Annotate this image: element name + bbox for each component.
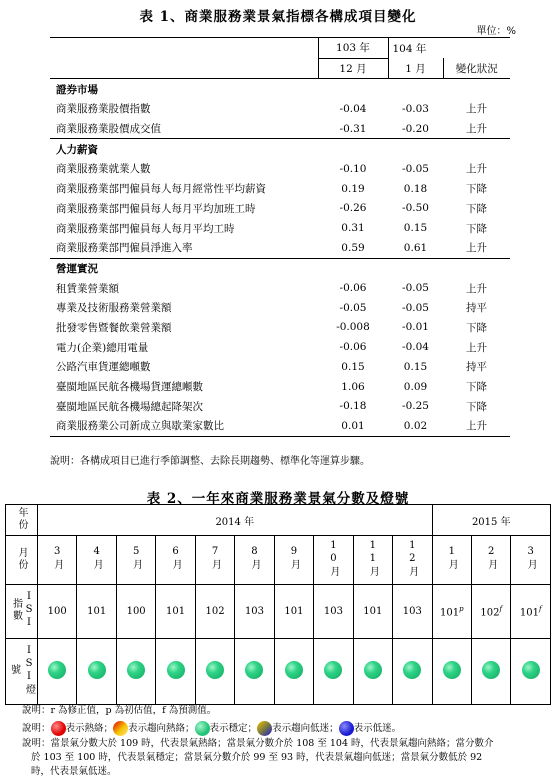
row-label: 商業服務業股價指數 — [56, 103, 151, 116]
month-text: 6月 — [170, 546, 182, 571]
isi-score — [511, 585, 551, 639]
score-value: 103 — [244, 606, 265, 617]
value-jan-2015: -0.05 — [402, 301, 429, 314]
note-line: 於 103 至 100 時，代表景氣穩定；當景氣分數介於 99 至 93 時，代表景氣趨向低迷；當景氣分數低於 92 — [31, 752, 483, 763]
value-jan-2015: 0.15 — [403, 222, 428, 235]
score-flag: f — [538, 604, 542, 613]
section-title: 營運實況 — [50, 258, 510, 278]
table-row — [50, 119, 510, 139]
change-status: 持平 — [466, 361, 487, 374]
change-status: 持平 — [466, 302, 487, 315]
legend-text: 表示趨向低迷； — [272, 723, 339, 734]
table-row — [50, 396, 510, 416]
year-label-text: 年份 — [16, 506, 27, 531]
month-text: 9月 — [288, 546, 300, 571]
light-cell — [393, 639, 432, 705]
isi-label — [6, 585, 38, 639]
value-jan-2015: -0.05 — [402, 282, 429, 295]
change-status: 上升 — [466, 282, 487, 295]
isi-score — [393, 585, 432, 639]
light-cell — [195, 639, 234, 705]
score-value: 102 — [205, 606, 225, 617]
value-jan-2015: -0.20 — [402, 122, 429, 135]
table-row — [50, 377, 510, 397]
row-label: 臺閩地區民航各機場貨運總噸數 — [56, 381, 203, 394]
change-status: 上升 — [466, 242, 487, 255]
month-text: 3月 — [51, 546, 63, 571]
score-value: 100 — [126, 606, 146, 617]
header-row — [50, 38, 510, 59]
value-dec-2014: -0.008 — [336, 321, 370, 334]
row-label: 租賃業營業額 — [56, 282, 119, 295]
table-row — [50, 318, 510, 338]
month-text: 10月 — [327, 539, 339, 578]
value-dec-2014: -0.06 — [339, 341, 367, 354]
month-text: 8月 — [248, 546, 260, 571]
legend-text: 表示穩定； — [209, 723, 258, 734]
month-cell — [471, 536, 510, 585]
green-light-icon — [206, 661, 224, 679]
month-cell — [116, 536, 155, 585]
month-cell — [511, 536, 551, 585]
light-cell — [38, 639, 77, 705]
year-row — [6, 505, 551, 536]
value-dec-2014: -0.04 — [339, 102, 367, 115]
month-text: 5月 — [130, 546, 142, 571]
score-value: 101 — [284, 606, 304, 617]
isi-label-text: ISI指數 — [10, 590, 35, 630]
change-status: 上升 — [466, 163, 487, 176]
red-light-icon — [51, 721, 66, 736]
light-cell — [511, 639, 551, 705]
month-cell — [432, 536, 471, 585]
header-blank — [50, 58, 318, 79]
header-blank — [50, 38, 318, 59]
score-value: 101 — [439, 607, 460, 619]
value-dec-2014: -0.05 — [339, 301, 367, 314]
light-cell — [156, 639, 195, 705]
green-light-icon — [245, 661, 263, 679]
component-change-table — [50, 37, 510, 437]
isi-score — [274, 585, 313, 639]
isi-score — [314, 585, 353, 639]
header-row — [50, 58, 510, 79]
section-header-row — [50, 258, 510, 278]
value-jan-2015: 0.02 — [388, 416, 443, 436]
change-status: 下降 — [466, 381, 487, 394]
score-value: 103 — [323, 606, 343, 617]
row-label: 商業服務業部門僱員每人每月平均工時 — [56, 222, 235, 235]
green-light-icon — [88, 661, 106, 679]
value-jan-2015: 0.18 — [403, 182, 428, 195]
header-change: 變化狀況 — [443, 58, 510, 79]
year-2014: 2014 年 — [38, 505, 433, 536]
yellow-red-light-icon — [113, 721, 128, 736]
isi-score — [77, 585, 116, 639]
green-light-icon — [324, 661, 342, 679]
change-status: 上升 — [466, 123, 487, 136]
change-status: 上升 — [466, 341, 487, 354]
header-month-dec: 12 月 — [318, 58, 388, 79]
legend-text: 表示低迷。 — [353, 723, 402, 734]
value-jan-2015: -0.25 — [402, 400, 429, 413]
table-row — [50, 298, 510, 318]
row-label: 商業服務業部門僱員每人每月經常性平均薪資 — [56, 183, 266, 196]
header-year-104: 104 年 — [388, 38, 510, 59]
score-flag: p — [459, 604, 464, 613]
light-cell — [77, 639, 116, 705]
isi-score — [38, 585, 77, 639]
value-dec-2014: -0.18 — [339, 400, 367, 413]
month-cell — [274, 536, 313, 585]
light-cell — [274, 639, 313, 705]
score-value: 101 — [87, 606, 107, 617]
month-label-text: 月份 — [16, 546, 27, 571]
light-cell — [314, 639, 353, 705]
value-jan-2015: -0.50 — [402, 202, 429, 215]
value-jan-2015: -0.05 — [402, 162, 429, 175]
value-dec-2014: -0.26 — [339, 202, 367, 215]
note-line: 說明：當景氣分數大於 109 時，代表景氣熱絡；當景氣分數介於 108 至 104 時，代表景氣趨向熱絡；當分數介 — [22, 738, 494, 749]
month-text: 4月 — [91, 546, 103, 571]
header-year-103: 103 年 — [318, 38, 388, 59]
unit-label: 單位：% — [476, 26, 516, 37]
light-cell — [235, 639, 274, 705]
month-cell — [393, 536, 432, 585]
value-dec-2014: 0.01 — [318, 416, 388, 436]
light-label-text: ISI燈號 — [8, 644, 35, 696]
table-row — [50, 218, 510, 238]
section-title: 證券市場 — [56, 83, 98, 96]
value-jan-2015: 0.09 — [403, 380, 428, 393]
row-label: 專業及技術服務業營業額 — [56, 302, 172, 315]
change-status: 下降 — [466, 222, 487, 235]
row-label: 商業服務業部門僱員每人每月平均加班工時 — [56, 202, 256, 215]
table-row — [50, 238, 510, 258]
change-status: 下降 — [466, 183, 487, 196]
row-label: 商業服務業就業人數 — [56, 163, 151, 176]
isi-score — [353, 585, 392, 639]
table-row — [50, 199, 510, 219]
table1-note: 說明：各構成項目已進行季節調整、去除長期趨勢、標準化等運算步驟。 — [50, 456, 370, 467]
green-light-icon — [48, 661, 66, 679]
month-cell — [235, 536, 274, 585]
row-label: 電力(企業)總用電量 — [56, 341, 149, 354]
year-label — [6, 505, 38, 536]
table-row — [50, 179, 510, 199]
value-dec-2014: 1.06 — [341, 380, 365, 393]
light-cell — [432, 639, 471, 705]
light-label — [6, 639, 38, 705]
change-status: 下降 — [466, 321, 487, 334]
month-text: 7月 — [209, 546, 221, 571]
green-light-icon — [443, 661, 461, 679]
blue-light-icon — [339, 721, 354, 736]
row-label: 批發零售暨餐飲業營業額 — [56, 321, 172, 334]
month-cell — [77, 536, 116, 585]
table-row — [50, 416, 510, 436]
isi-score — [195, 585, 234, 639]
score-value: 101 — [519, 607, 539, 619]
green-light-icon — [285, 661, 303, 679]
year-2015: 2015 年 — [432, 505, 550, 536]
table1-title: 表 1、商業服務業景氣指標各構成項目變化 — [139, 9, 417, 25]
yellow-blue-light-icon — [257, 721, 272, 736]
legend-text: 表示熱絡； — [65, 723, 114, 734]
isi-score — [432, 585, 471, 639]
change-status: 上升 — [443, 416, 510, 436]
table2-title: 表 2、一年來商業服務業景氣分數及燈號 — [146, 491, 410, 507]
green-light-icon — [364, 661, 382, 679]
green-light-icon — [522, 661, 540, 679]
value-jan-2015: -0.03 — [402, 102, 429, 115]
score-value: 101 — [363, 606, 383, 617]
change-status: 上升 — [466, 103, 487, 116]
month-text: 3月 — [525, 546, 537, 571]
value-dec-2014: -0.31 — [339, 122, 367, 135]
value-dec-2014: 0.59 — [341, 241, 365, 254]
month-text: 12月 — [406, 539, 418, 578]
score-value: 100 — [47, 606, 67, 617]
table2-note-abbrev: 說明：r 為修正值，p 為初估值，f 為預測值。 — [22, 705, 217, 716]
value-jan-2015: 0.15 — [403, 360, 428, 373]
month-cell — [353, 536, 392, 585]
light-cell — [471, 639, 510, 705]
isi-score-row — [6, 585, 551, 639]
row-label: 公路汽車貨運總噸數 — [56, 361, 151, 374]
section-title: 人力薪資 — [50, 139, 510, 159]
isi-score — [156, 585, 195, 639]
month-row — [6, 536, 551, 585]
month-cell — [314, 536, 353, 585]
month-text: 1月 — [446, 546, 458, 571]
row-label: 商業服務業公司新成立與歇業家數比 — [50, 416, 318, 436]
isi-score — [471, 585, 510, 639]
month-text: 11月 — [367, 539, 379, 578]
legend-text: 表示趨向熱絡； — [128, 723, 195, 734]
light-cell — [353, 639, 392, 705]
value-jan-2015: 0.61 — [403, 241, 428, 254]
month-cell — [38, 536, 77, 585]
score-value: 103 — [402, 606, 422, 617]
value-jan-2015: -0.01 — [402, 321, 429, 334]
isi-score — [116, 585, 155, 639]
value-dec-2014: -0.10 — [339, 162, 367, 175]
isi-score — [235, 585, 274, 639]
light-cell — [116, 639, 155, 705]
header-month-jan: 1 月 — [388, 58, 443, 79]
isi-score-table — [5, 504, 551, 705]
score-value: 101 — [166, 606, 186, 617]
value-jan-2015: -0.04 — [402, 341, 429, 354]
green-light-icon — [195, 721, 210, 736]
green-light-icon — [403, 661, 421, 679]
row-label: 商業服務業股價成交值 — [56, 123, 161, 136]
table-row — [50, 337, 510, 357]
section-header-row — [50, 139, 510, 159]
green-light-icon — [167, 661, 185, 679]
value-dec-2014: 0.15 — [341, 360, 365, 373]
value-dec-2014: -0.06 — [339, 282, 367, 295]
table-row — [50, 99, 510, 119]
month-label — [6, 536, 38, 585]
note-line: 時，代表景氣低迷。 — [31, 766, 117, 777]
table-row — [50, 159, 510, 179]
row-label: 商業服務業部門僱員淨進入率 — [56, 242, 193, 255]
change-status: 下降 — [466, 400, 487, 413]
table2-note-ranges — [22, 737, 552, 779]
legend — [22, 720, 401, 736]
section-header-row — [50, 79, 510, 99]
score-value: 102 — [480, 607, 500, 619]
table-row — [50, 278, 510, 298]
change-status: 下降 — [466, 202, 487, 215]
month-cell — [156, 536, 195, 585]
isi-light-row — [6, 639, 551, 705]
green-light-icon — [127, 661, 145, 679]
month-text: 2月 — [485, 546, 497, 571]
table-row — [50, 357, 510, 377]
row-label: 臺閩地區民航各機場總起降架次 — [56, 400, 203, 413]
green-light-icon — [482, 661, 500, 679]
value-dec-2014: 0.19 — [341, 182, 365, 195]
month-cell — [195, 536, 234, 585]
value-dec-2014: 0.31 — [341, 222, 365, 235]
score-flag: f — [499, 604, 503, 613]
legend-prefix: 說明： — [22, 723, 51, 734]
